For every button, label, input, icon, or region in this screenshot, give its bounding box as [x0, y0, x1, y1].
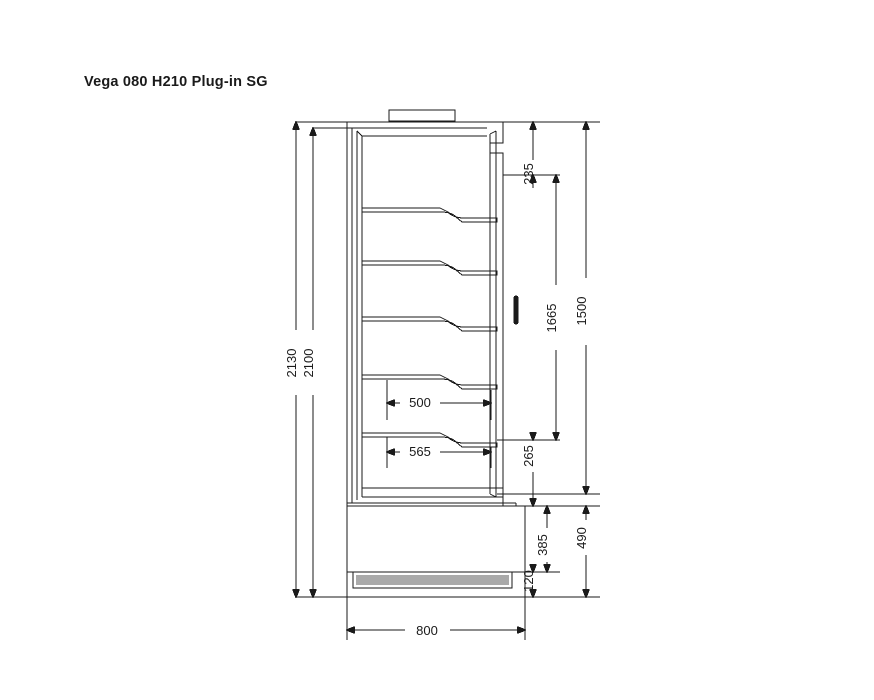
glass-door-top-cap — [490, 131, 496, 134]
dim-label-385: 385 — [535, 534, 550, 556]
dim-label-2100: 2100 — [301, 348, 316, 378]
dim-label-235: 235 — [521, 163, 536, 185]
dim-label-800: 800 — [416, 623, 438, 638]
deck-front-angle — [431, 497, 503, 506]
dim-label-500: 500 — [409, 395, 431, 410]
interior-ceiling-left — [357, 131, 362, 136]
dim-label-490: 490 — [574, 527, 589, 549]
dim-label-1665: 1665 — [544, 303, 559, 333]
dim-label-2130: 2130 — [284, 348, 299, 378]
dim-label-1500: 1500 — [574, 296, 589, 326]
page-title: Vega 080 H210 Plug-in SG — [84, 74, 268, 90]
canopy-block — [389, 110, 455, 121]
door-handle — [514, 296, 518, 324]
shelf-3 — [362, 317, 497, 331]
shelf-2 — [362, 261, 497, 275]
cabinet-outline — [347, 121, 516, 597]
base-cabinet — [347, 506, 525, 572]
dim-label-265: 265 — [521, 445, 536, 467]
shelf-4 — [362, 375, 497, 389]
dim-label-565: 565 — [409, 444, 431, 459]
dim-label-120: 120 — [521, 570, 536, 592]
shelf-1 — [362, 208, 497, 222]
